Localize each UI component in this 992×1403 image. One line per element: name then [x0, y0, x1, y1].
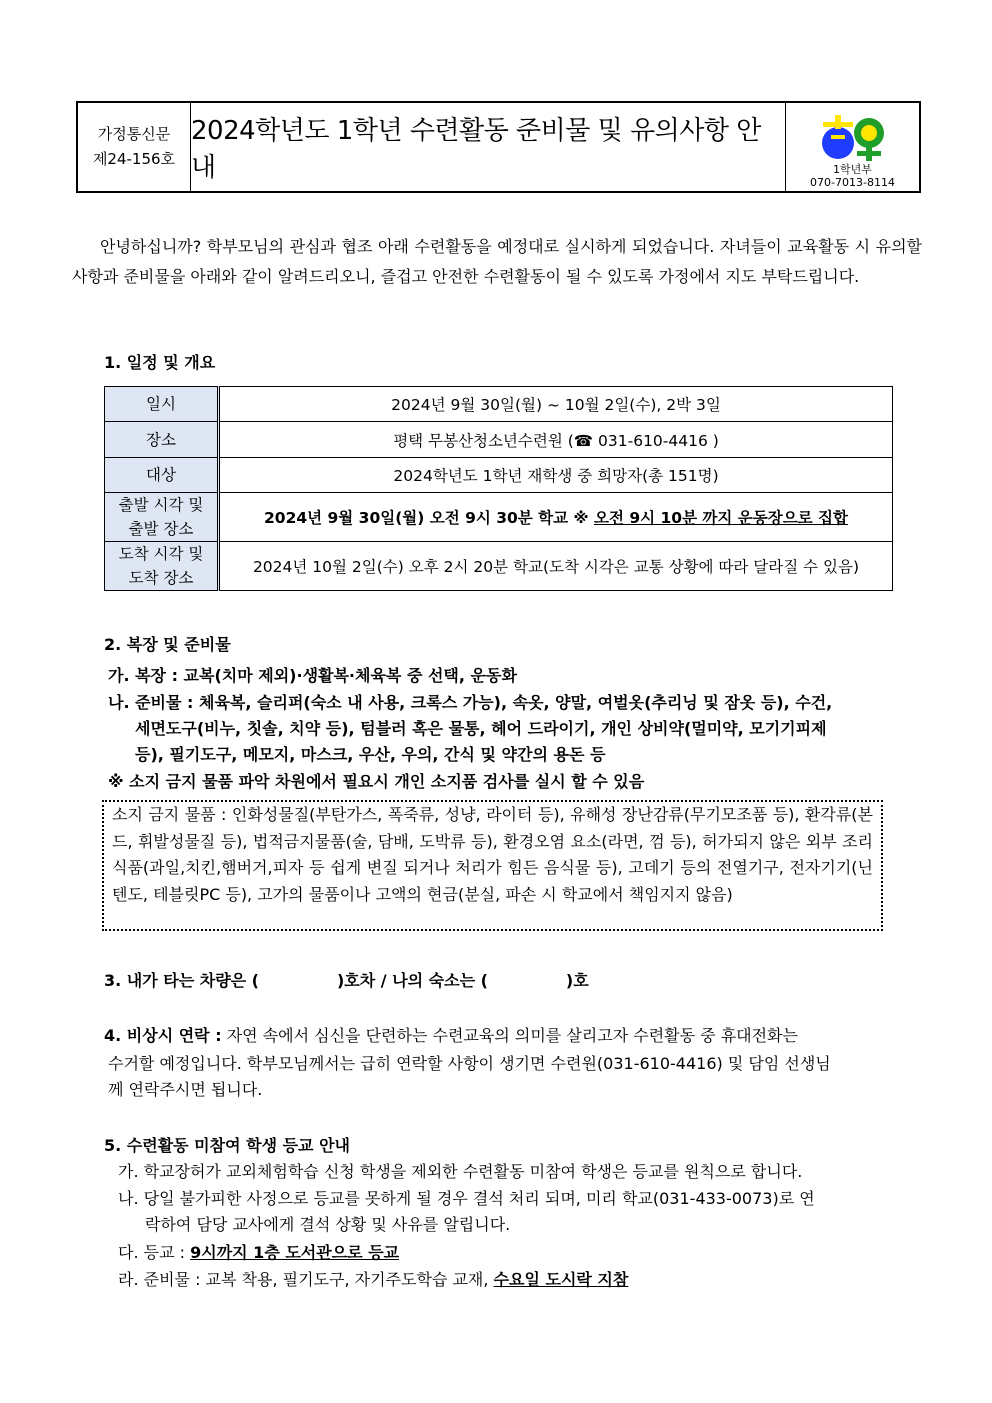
dress-code-line: 가. 복장 : 교복(치마 제외)·생활복·체육복 중 선택, 운동화 [108, 666, 517, 685]
supplies-line: 나. 준비물 : 체육복, 슬리퍼(숙소 내 사용, 크록스 가능), 속옷, 양말, 여벌옷(추리닝 및 잠옷 등), 수건, [108, 693, 833, 712]
section4-line: 께 연락주시면 됩니다. [108, 1080, 263, 1099]
row-label [105, 542, 219, 591]
table-row [105, 493, 893, 542]
intro-paragraph [72, 232, 922, 292]
section5-line: 가. 학교장허가 교외체험학습 신청 학생을 제외한 수련활동 미참여 학생은 등교를 원칙으로 합니다. [118, 1162, 803, 1181]
dept-phone: 070-7013-8114 [810, 176, 895, 189]
lunch-instruction: 수요일 도시락 지참 [493, 1270, 629, 1289]
school-logo-icon [817, 113, 889, 163]
page-title: 2024학년도 1학년 수련활동 준비물 및 유의사항 안내 [191, 103, 786, 191]
section4-line: 수거할 예정입니다. 학부모님께서는 급히 연락할 사항이 생기면 수련원(031-610-4416) 및 담임 선생님 [108, 1054, 831, 1073]
section2-heading: 2. 복장 및 준비물 [104, 635, 231, 654]
section5-heading: 5. 수련활동 미참여 학생 등교 안내 [104, 1136, 350, 1155]
row-label-line: 도착 시각 및 [118, 545, 204, 563]
table-row [105, 422, 893, 458]
section4-text: 자연 속에서 심신을 단련하는 수련교육의 의미를 살리고자 수련활동 중 휴대전화는 [221, 1026, 798, 1045]
table-row [105, 458, 893, 493]
row-value [219, 493, 893, 542]
section1-heading: 1. 일정 및 개요 [104, 353, 216, 372]
supplies-label: 라. 준비물 : 교복 착용, 필기도구, 자기주도학습 교재, [118, 1270, 494, 1289]
row-value: 2024학년도 1학년 재학생 중 희망자(총 151명) [219, 458, 893, 493]
supplies-line: 세면도구(비누, 칫솔, 치약 등), 텀블러 혹은 물통, 헤어 드라이기, 개인 상비약(멀미약, 모기기피제 [135, 719, 827, 738]
schedule-table [104, 386, 893, 591]
table-row [105, 542, 893, 591]
section4-line [104, 1023, 798, 1049]
row-label: 대상 [105, 458, 219, 493]
table-row [105, 387, 893, 422]
intro-text: 안녕하십니까? 학부모님의 관심과 협조 아래 수련활동을 예정대로 실시하게 되었습니다. 자녀들이 교육활동 시 유의할 사항과 준비물을 아래와 같이 알려드리오니, 즐겁고 안전한 수련활동이 될 수 있도록 가정에서 지도 부탁드립니다. [72, 237, 922, 286]
attendance-instruction: 9시까지 1층 도서관으로 등교 [190, 1243, 400, 1262]
row-label-line: 출발 시각 및 [118, 496, 204, 514]
newsletter-info [78, 103, 191, 191]
assembly-note: 오전 9시 10분 까지 운동장으로 집합 [594, 509, 848, 527]
inspection-note: ※ 소지 금지 물품 파악 차원에서 필요시 개인 소지품 검사를 실시 할 수 있음 [108, 772, 645, 791]
section3-heading: 3. 내가 타는 차량은 ( )호차 / 나의 숙소는 ( )호 [104, 971, 589, 990]
dept-label: 1학년부 [833, 163, 872, 176]
section5-line: 나. 당일 불가피한 사정으로 등교를 못하게 될 경우 결석 처리 되며, 미리 학교(031-433-0073)로 연 [118, 1189, 815, 1208]
issue-number: 제24-156호 [92, 150, 176, 168]
section5-line [118, 1240, 399, 1266]
newsletter-label: 가정통신문 [97, 125, 171, 143]
prohibited-items-box: 소지 금지 물품 : 인화성물질(부탄가스, 폭죽류, 성냥, 라이터 등), 유해성 장난감류(무기모조품 등), 환각류(본드, 휘발성물질 등), 법적금지물품(술, 담배, 도박류 등), 환경오염 요소(라면, 껌 등), 허가되지 않은 외부 조리식품(과일,치킨,햄버거,피자 등 쉽게 변질 되거나 처리가 힘든 음식물 등), 고데기 등의 전열기구, 전자기기(닌텐도, 테블릿PC 등), 고가의 물품이나 고액의 현금(분실, 파손 시 학교에서 책임지지 않음) [102, 800, 883, 931]
school-logo-area [786, 103, 919, 191]
row-value: 평택 무봉산청소년수련원 (☎ 031-610-4416 ) [219, 422, 893, 458]
row-value: 2024년 10월 2일(수) 오후 2시 20분 학교(도착 시각은 교통 상황에 따라 달라질 수 있음) [219, 542, 893, 591]
row-label-line: 도착 장소 [128, 569, 194, 587]
supplies-line: 등), 필기도구, 메모지, 마스크, 우산, 우의, 간식 및 약간의 용돈 등 [135, 745, 606, 764]
row-label: 장소 [105, 422, 219, 458]
section5-line: 락하여 담당 교사에게 결석 상황 및 사유를 알립니다. [145, 1215, 511, 1234]
departure-text: 2024년 9월 30일(월) 오전 9시 30분 학교 ※ [264, 509, 594, 527]
attendance-label: 다. 등교 : [118, 1243, 191, 1262]
row-label [105, 493, 219, 542]
row-value: 2024년 9월 30일(월) ~ 10월 2일(수), 2박 3일 [219, 387, 893, 422]
section4-heading: 4. 비상시 연락 : [104, 1026, 222, 1045]
header-box [76, 101, 921, 193]
section5-line [118, 1267, 628, 1293]
row-label: 일시 [105, 387, 219, 422]
row-label-line: 출발 장소 [128, 520, 194, 538]
